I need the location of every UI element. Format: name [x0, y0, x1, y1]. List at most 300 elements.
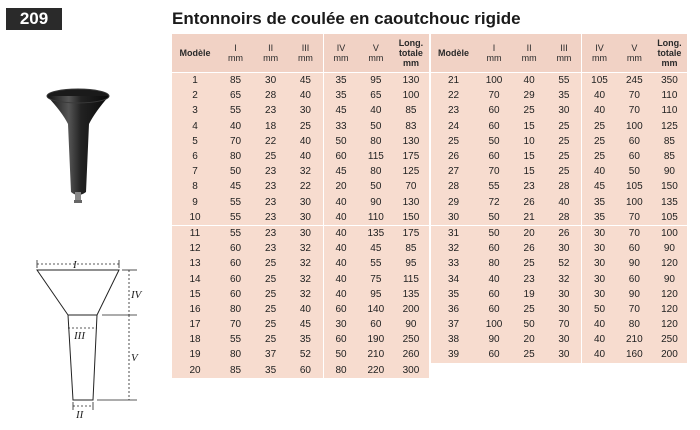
- table-row: [431, 271, 688, 286]
- dimension-cell: 55: [218, 225, 253, 241]
- dimension-cell: 40: [323, 256, 358, 271]
- dimension-cell: 70: [617, 225, 652, 241]
- dimension-cell: 60: [218, 256, 253, 271]
- dimension-cell: 80: [617, 317, 652, 332]
- dimension-cell: 150: [652, 179, 687, 194]
- dimension-cell: 45: [323, 164, 358, 179]
- dimension-cell: 175: [393, 149, 428, 164]
- table-row: [431, 149, 688, 164]
- dimension-cell: 20: [323, 179, 358, 194]
- dimension-cell: 55: [547, 73, 582, 89]
- dimension-cell: 35: [582, 210, 617, 226]
- table-row: [172, 241, 429, 256]
- dimension-cell: 80: [477, 256, 512, 271]
- dimension-cell: 50: [617, 164, 652, 179]
- dimension-cell: 28: [547, 210, 582, 226]
- header-col-4: IV mm: [582, 34, 617, 73]
- dimension-cell: 50: [218, 164, 253, 179]
- dimension-cell: 60: [617, 271, 652, 286]
- dimension-cell: 55: [218, 195, 253, 210]
- dimension-cell: 350: [652, 73, 687, 89]
- dimension-cell: 70: [218, 317, 253, 332]
- dimension-cell: 25: [547, 149, 582, 164]
- dimension-cell: 65: [358, 88, 393, 103]
- model-number-cell: 34: [431, 271, 477, 286]
- dimension-cell: 52: [288, 347, 323, 362]
- dimension-cell: 245: [617, 73, 652, 89]
- dimension-cell: 80: [323, 363, 358, 378]
- dimension-cell: 30: [582, 225, 617, 241]
- diagram-label-v: V: [131, 352, 138, 364]
- dimension-cell: 37: [253, 347, 288, 362]
- header-col-3: III mm: [547, 34, 582, 73]
- dimension-cell: 40: [582, 164, 617, 179]
- model-number-cell: 10: [172, 210, 218, 226]
- dimension-cell: 15: [512, 164, 547, 179]
- dimension-cell: 80: [218, 149, 253, 164]
- dimension-cell: 60: [477, 119, 512, 134]
- dimension-cell: 32: [288, 256, 323, 271]
- table-row: [172, 225, 429, 241]
- model-number-cell: 11: [172, 225, 218, 241]
- dimension-cell: 70: [393, 179, 428, 194]
- dimension-cell: 40: [358, 103, 393, 118]
- dimension-cell: 40: [582, 317, 617, 332]
- dimension-cell: 90: [617, 287, 652, 302]
- model-number-cell: 2: [172, 88, 218, 103]
- dimension-cell: 25: [512, 347, 547, 362]
- model-number-cell: 14: [172, 271, 218, 286]
- dimension-cell: 60: [477, 302, 512, 317]
- dimension-cell: 23: [253, 195, 288, 210]
- header-model: Modèle: [431, 34, 477, 73]
- dimension-cell: 23: [253, 164, 288, 179]
- dimension-cell: 210: [358, 347, 393, 362]
- dimension-cell: 32: [288, 271, 323, 286]
- model-number-cell: 8: [172, 179, 218, 194]
- dimension-cell: 30: [582, 256, 617, 271]
- dimension-cell: 40: [288, 302, 323, 317]
- dimension-cell: 30: [288, 195, 323, 210]
- header-col-5: V mm: [358, 34, 393, 73]
- dimension-cell: 40: [323, 210, 358, 226]
- dimension-cell: 28: [253, 88, 288, 103]
- dimension-cell: 250: [393, 332, 428, 347]
- dimension-cell: 135: [358, 225, 393, 241]
- dimension-cell: 70: [547, 317, 582, 332]
- dimension-cell: 55: [218, 332, 253, 347]
- dimension-cell: 135: [652, 195, 687, 210]
- dimension-cell: 200: [393, 302, 428, 317]
- dimension-cell: 45: [218, 179, 253, 194]
- dimension-cell: 25: [288, 119, 323, 134]
- dimension-cell: 105: [652, 210, 687, 226]
- diagram-label-iii: III: [74, 330, 85, 342]
- model-number-cell: 35: [431, 287, 477, 302]
- dimension-cell: 40: [477, 271, 512, 286]
- table-row: [431, 164, 688, 179]
- dimension-cell: 50: [477, 134, 512, 149]
- dimension-cell: 70: [477, 164, 512, 179]
- table-row: [172, 210, 429, 226]
- dimension-cell: 25: [582, 134, 617, 149]
- dimension-cell: 60: [218, 287, 253, 302]
- dimension-cell: 85: [652, 134, 687, 149]
- model-number-cell: 29: [431, 195, 477, 210]
- dimension-cell: 60: [218, 271, 253, 286]
- dimension-cell: 130: [393, 73, 428, 89]
- dimension-cell: 20: [512, 225, 547, 241]
- dimension-tables: [172, 34, 687, 426]
- funnel-product-image: [42, 82, 117, 212]
- dimension-cell: 25: [512, 302, 547, 317]
- table-row: [172, 119, 429, 134]
- model-number-cell: 4: [172, 119, 218, 134]
- model-number-cell: 19: [172, 347, 218, 362]
- model-number-cell: 16: [172, 302, 218, 317]
- dimension-cell: 75: [358, 271, 393, 286]
- dimension-cell: 30: [547, 287, 582, 302]
- dimension-cell: 115: [393, 271, 428, 286]
- dimension-cell: 70: [617, 302, 652, 317]
- dimension-cell: 140: [358, 302, 393, 317]
- dimension-cell: 30: [323, 317, 358, 332]
- model-number-cell: 36: [431, 302, 477, 317]
- model-number-cell: 21: [431, 73, 477, 89]
- dimension-cell: 160: [617, 347, 652, 362]
- dimension-cell: 83: [393, 119, 428, 134]
- dimension-cell: 20: [512, 332, 547, 347]
- dimension-cell: 25: [547, 134, 582, 149]
- table-row: [431, 317, 688, 332]
- table-row: [172, 149, 429, 164]
- header-col-6: Long. totale mm: [652, 34, 687, 73]
- dimension-cell: 23: [253, 225, 288, 241]
- dimension-cell: 45: [323, 103, 358, 118]
- table-row: [172, 332, 429, 347]
- dimension-cell: 60: [477, 103, 512, 118]
- dimension-cell: 300: [393, 363, 428, 378]
- table-right: [431, 34, 688, 426]
- dimension-cell: 45: [582, 179, 617, 194]
- table-row: [172, 317, 429, 332]
- dimension-cell: 26: [547, 225, 582, 241]
- model-number-cell: 18: [172, 332, 218, 347]
- header-col-2: II mm: [253, 34, 288, 73]
- dimension-cell: 70: [218, 134, 253, 149]
- dimension-cell: 35: [288, 332, 323, 347]
- model-number-cell: 17: [172, 317, 218, 332]
- dimension-cell: 95: [358, 73, 393, 89]
- dimension-cell: 30: [547, 103, 582, 118]
- table-row: [172, 287, 429, 302]
- dimension-cell: 40: [582, 347, 617, 362]
- dimension-cell: 50: [512, 317, 547, 332]
- dimension-cell: 70: [477, 88, 512, 103]
- table-row: [172, 88, 429, 103]
- model-number-cell: 23: [431, 103, 477, 118]
- dimension-cell: 60: [617, 149, 652, 164]
- dimension-cell: 30: [288, 103, 323, 118]
- dimension-cell: 60: [323, 302, 358, 317]
- dimension-cell: 40: [582, 88, 617, 103]
- dimension-cell: 25: [253, 256, 288, 271]
- dimension-cell: 110: [652, 103, 687, 118]
- dimension-cell: 70: [617, 210, 652, 226]
- dimension-cell: 150: [393, 210, 428, 226]
- dimension-cell: 40: [288, 134, 323, 149]
- dimension-cell: 60: [323, 149, 358, 164]
- table-row: [172, 73, 429, 89]
- model-number-cell: 30: [431, 210, 477, 226]
- dimension-cell: 25: [253, 317, 288, 332]
- dimension-cell: 80: [218, 302, 253, 317]
- table-row: [172, 271, 429, 286]
- dimension-cell: 45: [288, 317, 323, 332]
- dimension-cell: 60: [288, 363, 323, 378]
- dimension-cell: 120: [652, 256, 687, 271]
- dimension-cell: 40: [323, 195, 358, 210]
- dimension-cell: 95: [393, 256, 428, 271]
- dimension-cell: 65: [218, 88, 253, 103]
- dimension-cell: 55: [358, 256, 393, 271]
- dimension-cell: 45: [358, 241, 393, 256]
- dimension-cell: 60: [477, 347, 512, 362]
- dimension-cell: 85: [393, 241, 428, 256]
- table-row: [172, 195, 429, 210]
- model-number-cell: 38: [431, 332, 477, 347]
- dimension-cell: 125: [652, 119, 687, 134]
- dimension-cell: 90: [652, 271, 687, 286]
- dimension-cell: 210: [617, 332, 652, 347]
- model-number-cell: 39: [431, 347, 477, 362]
- dimension-cell: 32: [547, 271, 582, 286]
- header-col-2: II mm: [512, 34, 547, 73]
- table-row: [172, 103, 429, 118]
- dimension-cell: 22: [253, 134, 288, 149]
- dimension-cell: 30: [547, 302, 582, 317]
- table-row: [431, 302, 688, 317]
- dimension-cell: 130: [393, 134, 428, 149]
- dimension-cell: 60: [617, 241, 652, 256]
- model-number-cell: 1: [172, 73, 218, 89]
- dimension-cell: 25: [253, 149, 288, 164]
- dimension-cell: 25: [547, 164, 582, 179]
- model-number-cell: 22: [431, 88, 477, 103]
- table-row: [172, 256, 429, 271]
- model-number-cell: 3: [172, 103, 218, 118]
- dimension-cell: 50: [323, 134, 358, 149]
- table-row: [431, 119, 688, 134]
- dimension-cell: 105: [582, 73, 617, 89]
- dimension-cell: 60: [477, 149, 512, 164]
- dimension-cell: 40: [323, 287, 358, 302]
- dimension-cell: 120: [652, 287, 687, 302]
- dimension-cell: 25: [253, 287, 288, 302]
- dimension-cell: 250: [652, 332, 687, 347]
- dimension-cell: 135: [393, 287, 428, 302]
- header-col-4: IV mm: [323, 34, 358, 73]
- table-row: [172, 134, 429, 149]
- dimension-cell: 18: [253, 119, 288, 134]
- page-number-badge: 209: [6, 8, 62, 30]
- dimension-cell: 40: [512, 73, 547, 89]
- dimension-cell: 95: [358, 287, 393, 302]
- dimension-cell: 33: [323, 119, 358, 134]
- table-row: [431, 225, 688, 241]
- dimension-cell: 220: [358, 363, 393, 378]
- table-row: [431, 256, 688, 271]
- dimension-cell: 25: [547, 119, 582, 134]
- dimension-cell: 23: [253, 103, 288, 118]
- dimension-cell: 15: [512, 119, 547, 134]
- dimension-cell: 60: [477, 241, 512, 256]
- dimension-cell: 25: [512, 103, 547, 118]
- dimension-cell: 22: [288, 179, 323, 194]
- dimension-cell: 40: [323, 225, 358, 241]
- header-col-5: V mm: [617, 34, 652, 73]
- dimension-cell: 23: [512, 179, 547, 194]
- dimension-cell: 23: [512, 271, 547, 286]
- table-row: [431, 241, 688, 256]
- dimension-cell: 125: [393, 164, 428, 179]
- dimension-cell: 70: [617, 103, 652, 118]
- dimension-cell: 50: [477, 210, 512, 226]
- dimension-cell: 50: [582, 302, 617, 317]
- model-number-cell: 13: [172, 256, 218, 271]
- header-col-3: III mm: [288, 34, 323, 73]
- diagram-label-ii: II: [76, 409, 84, 420]
- dimension-cell: 100: [393, 88, 428, 103]
- dimension-cell: 90: [477, 332, 512, 347]
- model-number-cell: 31: [431, 225, 477, 241]
- model-number-cell: 26: [431, 149, 477, 164]
- dimension-cell: 130: [393, 195, 428, 210]
- dimension-cell: 80: [218, 347, 253, 362]
- dimension-cell: 35: [253, 363, 288, 378]
- model-number-cell: 37: [431, 317, 477, 332]
- dimension-cell: 40: [582, 103, 617, 118]
- header-col-1: I mm: [477, 34, 512, 73]
- dimension-cell: 26: [512, 195, 547, 210]
- header-model: Modèle: [172, 34, 218, 73]
- table-row: [431, 103, 688, 118]
- dimension-cell: 35: [547, 88, 582, 103]
- dimension-cell: 32: [288, 287, 323, 302]
- model-number-cell: 25: [431, 134, 477, 149]
- table-row: [431, 332, 688, 347]
- model-number-cell: 5: [172, 134, 218, 149]
- table-row: [431, 347, 688, 362]
- dimension-cell: 60: [358, 317, 393, 332]
- dimension-cell: 70: [617, 88, 652, 103]
- dimension-cell: 85: [218, 363, 253, 378]
- table-row: [431, 210, 688, 226]
- model-number-cell: 27: [431, 164, 477, 179]
- dimension-cell: 30: [547, 347, 582, 362]
- header-col-6: Long. totale mm: [393, 34, 428, 73]
- dimension-cell: 72: [477, 195, 512, 210]
- table-row: [431, 287, 688, 302]
- dimension-cell: 90: [652, 241, 687, 256]
- dimension-cell: 19: [512, 287, 547, 302]
- dimension-cell: 15: [512, 149, 547, 164]
- dimension-cell: 60: [477, 287, 512, 302]
- dimension-cell: 25: [512, 256, 547, 271]
- dimension-cell: 30: [288, 210, 323, 226]
- dimension-cell: 35: [323, 88, 358, 103]
- dimension-cell: 26: [512, 241, 547, 256]
- model-number-cell: 28: [431, 179, 477, 194]
- table-row: [172, 347, 429, 362]
- dimension-cell: 90: [393, 317, 428, 332]
- dimension-cell: 60: [323, 332, 358, 347]
- table-row: [431, 134, 688, 149]
- dimension-cell: 50: [477, 225, 512, 241]
- dimension-cell: 35: [323, 73, 358, 89]
- dimension-cell: 100: [652, 225, 687, 241]
- table-row: [431, 179, 688, 194]
- dimension-cell: 30: [547, 241, 582, 256]
- dimension-cell: 30: [253, 73, 288, 89]
- dimension-cell: 23: [253, 210, 288, 226]
- dimension-cell: 32: [288, 164, 323, 179]
- dimension-cell: 29: [512, 88, 547, 103]
- table-left: [172, 34, 429, 426]
- dimension-cell: 23: [253, 241, 288, 256]
- dimension-cell: 30: [547, 332, 582, 347]
- dimension-cell: 40: [218, 119, 253, 134]
- dimension-cell: 85: [652, 149, 687, 164]
- dimension-cell: 30: [582, 271, 617, 286]
- dimension-cell: 175: [393, 225, 428, 241]
- dimension-cell: 120: [652, 317, 687, 332]
- dimension-cell: 40: [323, 271, 358, 286]
- dimension-cell: 85: [218, 73, 253, 89]
- dimension-cell: 40: [288, 149, 323, 164]
- dimension-cell: 120: [652, 302, 687, 317]
- dimension-cell: 105: [617, 179, 652, 194]
- model-number-cell: 24: [431, 119, 477, 134]
- model-number-cell: 7: [172, 164, 218, 179]
- dimension-cell: 40: [288, 88, 323, 103]
- dimension-cell: 190: [358, 332, 393, 347]
- dimension-cell: 100: [617, 195, 652, 210]
- dimension-cell: 90: [652, 164, 687, 179]
- table-row: [172, 164, 429, 179]
- dimension-cell: 80: [358, 164, 393, 179]
- dimension-cell: 50: [358, 179, 393, 194]
- dimension-cell: 100: [617, 119, 652, 134]
- dimension-cell: 35: [582, 195, 617, 210]
- dimension-cell: 110: [652, 88, 687, 103]
- dimension-cell: 40: [323, 241, 358, 256]
- dimension-cell: 80: [358, 134, 393, 149]
- page-title: Entonnoirs de coulée en caoutchouc rigide: [172, 9, 521, 28]
- dimension-cell: 21: [512, 210, 547, 226]
- table-row: [431, 73, 688, 89]
- model-number-cell: 9: [172, 195, 218, 210]
- dimension-cell: 28: [547, 179, 582, 194]
- diagram-label-iv: IV: [131, 289, 142, 301]
- table-row: [172, 302, 429, 317]
- dimension-cell: 60: [218, 241, 253, 256]
- model-number-cell: 32: [431, 241, 477, 256]
- dimension-cell: 55: [477, 179, 512, 194]
- model-number-cell: 12: [172, 241, 218, 256]
- model-number-cell: 33: [431, 256, 477, 271]
- model-number-cell: 15: [172, 287, 218, 302]
